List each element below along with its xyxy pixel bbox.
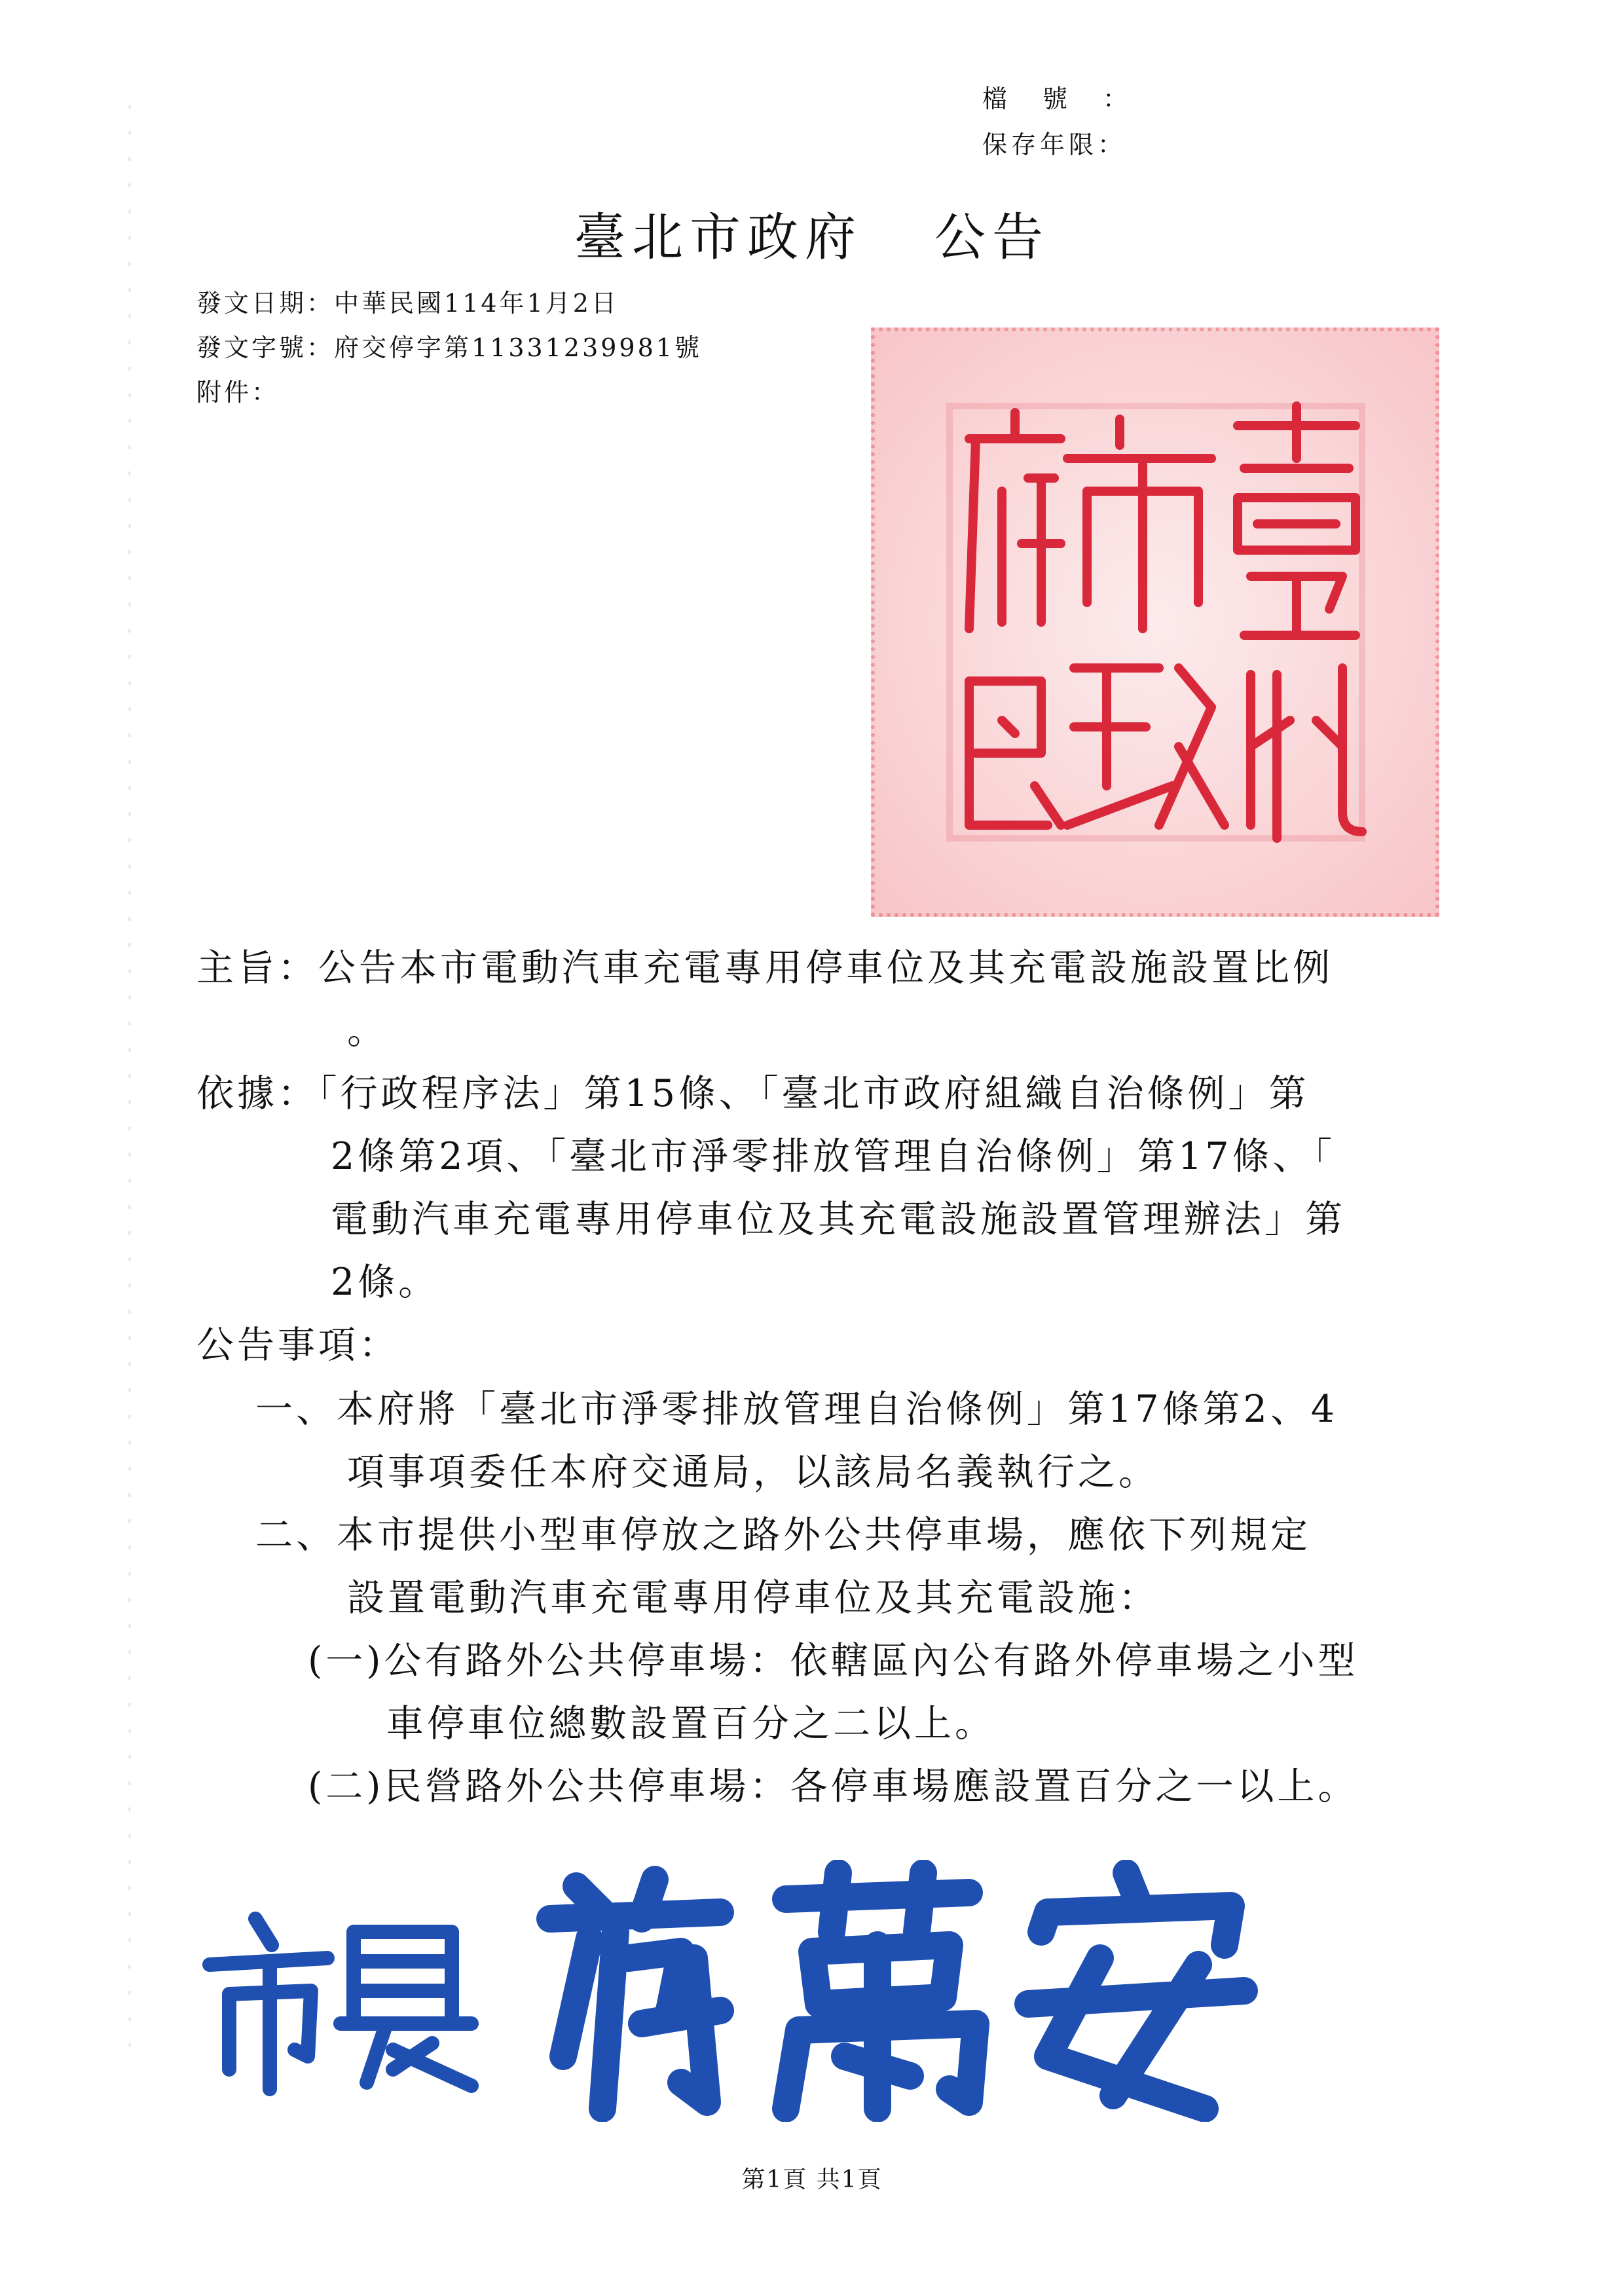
notice-item-1-line-2 [347,1441,1159,1504]
basis-line-2 [331,1125,1335,1188]
basis-text-4: 2條。 [331,1261,439,1304]
subject-text-2: 。 [347,1009,388,1052]
subject-line-2 [347,999,388,1062]
notice-sub-2-line-1 [308,1755,1358,1818]
reference-number-value: 府交停字第11331239981號 [334,333,702,362]
seal-graphic [871,327,1439,917]
basis-text-2: 2條第2項、「臺北市淨零排放管理自治條例」第17條、「 [331,1135,1336,1178]
notice-sub-2-text-1: (二)民營路外公共停車場：各停車場應設置百分之一以上。 [308,1765,1359,1808]
notice-item-1-text-2: 項事項委任本府交通局，以該局名義執行之。 [347,1451,1159,1494]
attachment-row [196,372,279,408]
official-seal [871,327,1439,917]
issue-date-value: 中華民國114年1月2日 [334,289,619,318]
issue-date-label: 發文日期： [196,289,335,318]
page-indicator-text: 第1頁 共1頁 [741,2166,883,2193]
attachment-label: 附件： [196,378,280,407]
retention-period-label: 保存年限： [982,130,1127,159]
file-number-field [982,79,1163,115]
title-doc-type: 公告 [934,208,1050,267]
issue-date-row [196,283,619,319]
notice-sub-1-line-1 [308,1629,1358,1692]
scan-margin-marks [128,105,131,2069]
subject-line-1 [196,936,1333,999]
basis-line-3 [331,1188,1346,1251]
notice-item-1-line-1 [255,1378,1338,1441]
notice-item-1-text-1: 一、本府將「臺北市淨零排放管理自治條例」第17條第2、4 [255,1388,1338,1431]
notice-item-2-line-1 [255,1504,1311,1566]
notice-sub-1-text-1: (一)公有路外公共停車場：依轄區內公有路外停車場之小型 [308,1639,1359,1682]
subject-label: 主旨： [196,946,318,990]
mayor-signature [196,1860,1270,2122]
notice-label: 公告事項： [196,1324,399,1367]
title-organization: 臺北市政府 [574,208,862,267]
retention-period-field [982,124,1126,160]
signature-graphic [196,1860,1270,2122]
page-indicator [0,2161,1624,2194]
notice-sub-1-line-2 [386,1692,995,1755]
basis-line-4 [331,1251,439,1314]
notice-heading [196,1314,399,1377]
document-title [0,196,1624,270]
subject-text-1: 公告本市電動汽車充電專用停車位及其充電設施設置比例 [318,946,1333,990]
basis-label: 依據： [196,1072,318,1115]
basis-line-1 [196,1062,1310,1125]
reference-number-row [196,327,702,363]
notice-item-2-text-1: 二、本市提供小型車停放之路外公共停車場，應依下列規定 [255,1513,1311,1557]
reference-number-label: 發文字號： [196,333,335,362]
notice-item-2-text-2: 設置電動汽車充電專用停車位及其充電設施： [347,1576,1159,1620]
basis-text-3: 電動汽車充電專用停車位及其充電設施設置管理辦法」第 [331,1198,1346,1241]
notice-item-2-line-2 [347,1566,1159,1629]
file-number-label: 檔號： [982,84,1164,113]
basis-text-1: 「行政程序法」第15條、「臺北市政府組織自治條例」第 [318,1072,1310,1115]
notice-sub-1-text-2: 車停車位總數設置百分之二以上。 [386,1702,995,1745]
